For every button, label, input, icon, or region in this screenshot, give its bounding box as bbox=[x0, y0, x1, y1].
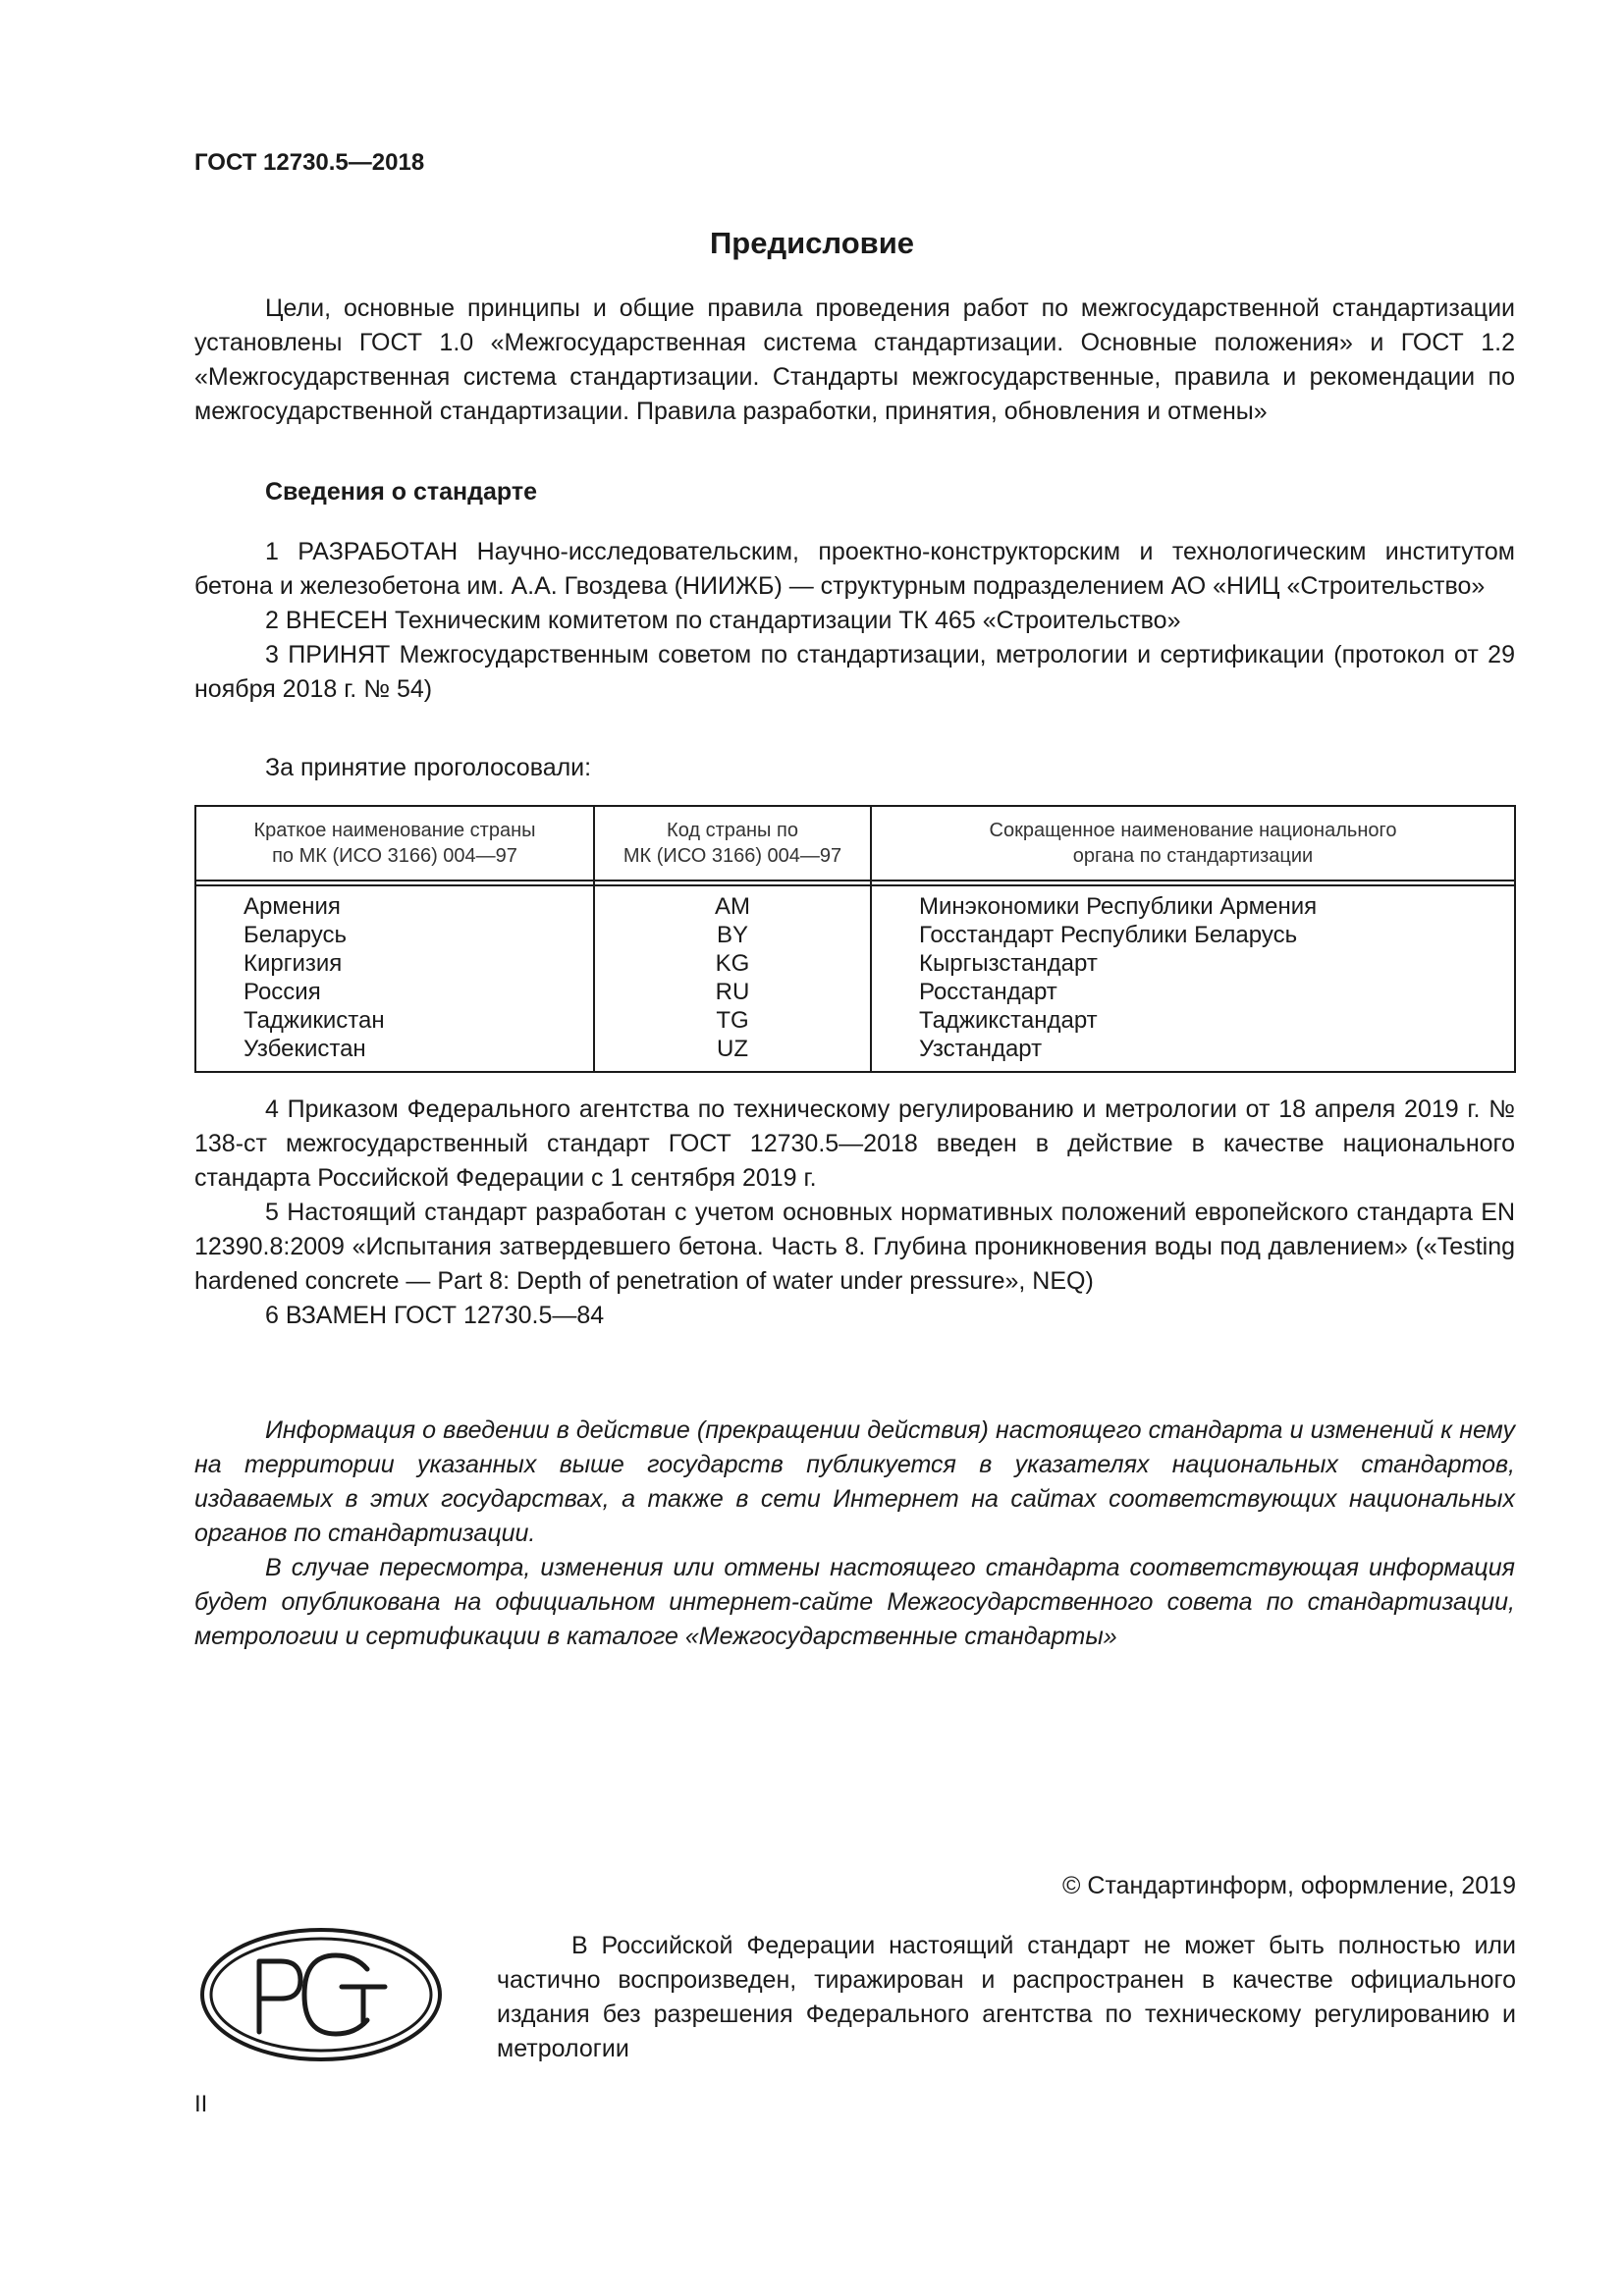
table-header-row bbox=[195, 806, 1515, 881]
body-cell: Узстандарт bbox=[871, 1035, 1515, 1072]
code-cell: RU bbox=[594, 978, 871, 1006]
code-cell: TG bbox=[594, 1006, 871, 1035]
info-item-2: 2 ВНЕСЕН Техническим комитетом по стандартизации ТК 465 «Строительство» bbox=[265, 607, 1181, 634]
country-cell: Таджикистан bbox=[195, 1006, 594, 1035]
code-cell: UZ bbox=[594, 1035, 871, 1072]
copyright-line: © Стандартинформ, оформление, 2019 bbox=[1062, 1872, 1516, 1899]
info-item-1: 1 РАЗРАБОТАН Научно-исследовательским, проектно-конструкторским и технологическим институтом бетона и железобетона им. А.А. Гвоздева (НИИЖБ) — структурным подразделением АО «НИЦ «Строительство» bbox=[194, 538, 1515, 600]
table-row bbox=[195, 1035, 1515, 1072]
section-heading: Сведения о стандарте bbox=[265, 478, 538, 506]
intro-paragraph: Цели, основные принципы и общие правила проведения работ по межгосударственной стандартизации установлены ГОСТ 1.0 «Межгосударственная система стандартизации. Основные положения» и ГОСТ 1.2 «Межгосударственная система стандартизации. Стандарты межгосударственные, правила и рекомендации по межгосударственной стандартизации. Правила разработки, принятия, обновления и отмены» bbox=[194, 294, 1515, 425]
table-row bbox=[195, 886, 1515, 921]
country-cell: Киргизия bbox=[195, 949, 594, 978]
info-item-6: 6 ВЗАМЕН ГОСТ 12730.5—84 bbox=[265, 1302, 605, 1329]
voting-table bbox=[194, 805, 1516, 1073]
col-header-code-line2: МК (ИСО 3166) 004—97 bbox=[623, 845, 842, 867]
info-item-5: 5 Настоящий стандарт разработан с учетом основных нормативных положений европейского стандарта EN 12390.8:2009 «Испытания затвердевшего бетона. Часть 8. Глубина проникновения воды под давлением» («Testing hardened concrete — Part 8: Depth of penetration of water under pressure», NEQ) bbox=[194, 1199, 1515, 1295]
col-header-body-line2: органа по стандартизации bbox=[1072, 845, 1314, 867]
intro-paragraph-block bbox=[194, 292, 1515, 429]
standard-info-items-continued bbox=[194, 1093, 1515, 1333]
table-row bbox=[195, 1006, 1515, 1035]
copyright-notice-text: В Российской Федерации настоящий стандарт не может быть полностью или частично воспроизведен, тиражирован и распространен в качестве официального издания без разрешения Федерального агентства по техническому регулированию и метрологии bbox=[497, 1932, 1516, 2062]
col-header-body-line1: Сокращенное наименование национального bbox=[989, 820, 1397, 841]
country-cell: Армения bbox=[195, 886, 594, 921]
info-item-3: 3 ПРИНЯТ Межгосударственным советом по стандартизации, метрологии и сертификации (протокол от 29 ноября 2018 г. № 54) bbox=[194, 641, 1515, 703]
body-cell: Таджикстандарт bbox=[871, 1006, 1515, 1035]
table-row bbox=[195, 978, 1515, 1006]
revision-info-paragraph: В случае пересмотра, изменения или отмены настоящего стандарта соответствующая информация будет опубликована на официальном интернет-сайте Межгосударственного совета по стандартизации, метрологии и сертификации в каталоге «Межгосударственные стандарты» bbox=[194, 1554, 1515, 1650]
code-cell: BY bbox=[594, 921, 871, 949]
publication-info-paragraph: Информация о введении в действие (прекращении действия) настоящего стандарта и изменений к нему на территории указанных выше государств публикуется в указателях национальных стандартов, издаваемых в этих государствах, а также в сети Интернет на сайтах соответствующих национальных органов по стандартизации. bbox=[194, 1416, 1515, 1547]
vote-label: За принятие проголосовали: bbox=[265, 754, 592, 781]
body-cell: Росстандарт bbox=[871, 978, 1515, 1006]
col-header-code-line1: Код страны по bbox=[667, 820, 798, 841]
info-item-4: 4 Приказом Федерального агентства по техническому регулированию и метрологии от 18 апреля 2019 г. № 138-ст межгосударственный стандарт ГОСТ 12730.5—2018 введен в действие в качестве национального стандарта Российской Федерации с 1 сентября 2019 г. bbox=[194, 1095, 1515, 1192]
code-cell: KG bbox=[594, 949, 871, 978]
country-cell: Беларусь bbox=[195, 921, 594, 949]
col-header-country-line2: по МК (ИСО 3166) 004—97 bbox=[272, 845, 517, 867]
pct-certification-logo-icon bbox=[198, 1926, 444, 2063]
table-row bbox=[195, 949, 1515, 978]
publication-info-block bbox=[194, 1414, 1515, 1654]
standard-info-items bbox=[194, 535, 1515, 707]
copyright-notice bbox=[497, 1929, 1516, 2066]
col-header-body bbox=[871, 806, 1515, 881]
body-cell: Кыргызстандарт bbox=[871, 949, 1515, 978]
body-cell: Госстандарт Республики Беларусь bbox=[871, 921, 1515, 949]
col-header-code bbox=[594, 806, 871, 881]
page-title: Предисловие bbox=[709, 226, 914, 260]
code-cell: AM bbox=[594, 886, 871, 921]
country-cell: Россия bbox=[195, 978, 594, 1006]
body-cell: Минэкономики Республики Армения bbox=[871, 886, 1515, 921]
country-cell: Узбекистан bbox=[195, 1035, 594, 1072]
col-header-country bbox=[195, 806, 594, 881]
page-number: II bbox=[194, 2091, 208, 2117]
table-row bbox=[195, 921, 1515, 949]
col-header-country-line1: Краткое наименование страны bbox=[253, 820, 536, 841]
document-id: ГОСТ 12730.5—2018 bbox=[194, 149, 425, 176]
